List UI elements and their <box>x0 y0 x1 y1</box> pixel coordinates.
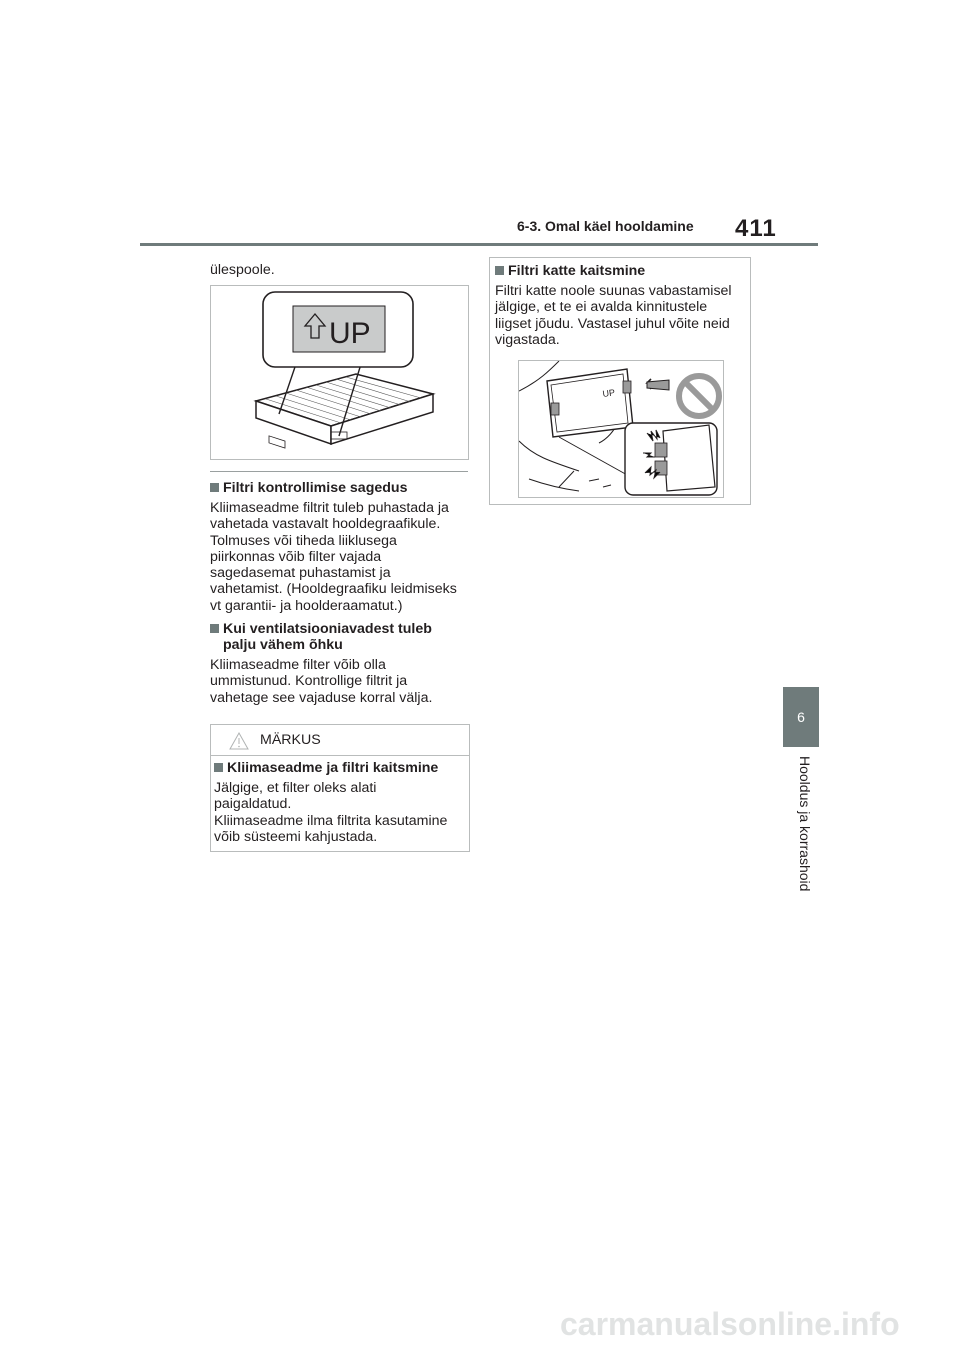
bullet-square-icon <box>495 266 504 275</box>
cover-illustration <box>519 361 723 497</box>
notice-box <box>210 724 470 852</box>
cover-protection-box <box>489 257 751 505</box>
intro-text: ülespoole. <box>210 262 275 278</box>
watermark: carmanualsonline.info <box>560 1306 900 1342</box>
notice-title: MÄRKUS <box>260 732 321 748</box>
notice-title-bar <box>211 725 469 756</box>
prohibition-icon <box>679 376 719 416</box>
up-label: UP <box>329 317 371 350</box>
section-body-airflow: Kliimaseadme filter võib olla ummistunud. Kontrollige filtrit ja vahetage see vajaduse korral välja. <box>210 657 433 706</box>
notice-heading: Kliimaseadme ja filtri kaitsmine <box>214 760 438 776</box>
section-heading-airflow: Kui ventilatsiooniavadest tuleb palju vähem õhku <box>210 621 470 654</box>
section-title: 6-3. Omal käel hooldamine <box>517 218 694 234</box>
cover-up-label: UP <box>601 387 616 399</box>
notice-body: Jälgige, et filter oleks alati paigaldatud. Kliimaseadme ilma filtrita kasutamine võib süsteemi kahjustada. <box>214 780 448 845</box>
chapter-tab[interactable]: 6 <box>783 687 819 747</box>
warning-triangle-icon <box>228 731 250 751</box>
header-rule <box>140 243 818 246</box>
bullet-square-icon <box>210 624 219 633</box>
bullet-square-icon <box>210 483 219 492</box>
bullet-square-icon <box>214 763 223 772</box>
cover-heading: Filtri katte kaitsmine <box>495 263 645 279</box>
section-heading-frequency: Filtri kontrollimise sagedus <box>210 480 407 496</box>
figure-filter-up <box>210 285 469 460</box>
cover-body: Filtri katte noole suunas vabastamisel jälgige, et te ei avalda kinnitustele liigset jõudu. Vastasel juhul võite neid vigastada. <box>495 283 732 348</box>
section-divider <box>210 471 468 472</box>
chapter-title: Hooldus ja korrashoid <box>797 756 813 892</box>
filter-illustration <box>211 286 468 459</box>
figure-cover-release <box>518 360 724 498</box>
section-body-frequency: Kliimaseadme filtrit tuleb puhastada ja vahetada vastavalt hooldegraafikule. Tolmuses või tiheda liiklusega piirkonnas võib filter vajada sagedasemat puhastamist ja vahetamist. (Hooldegraafiku leidmiseks vt garantii- ja hoolderaamatut.) <box>210 500 457 614</box>
page-number: 411 <box>735 215 777 242</box>
